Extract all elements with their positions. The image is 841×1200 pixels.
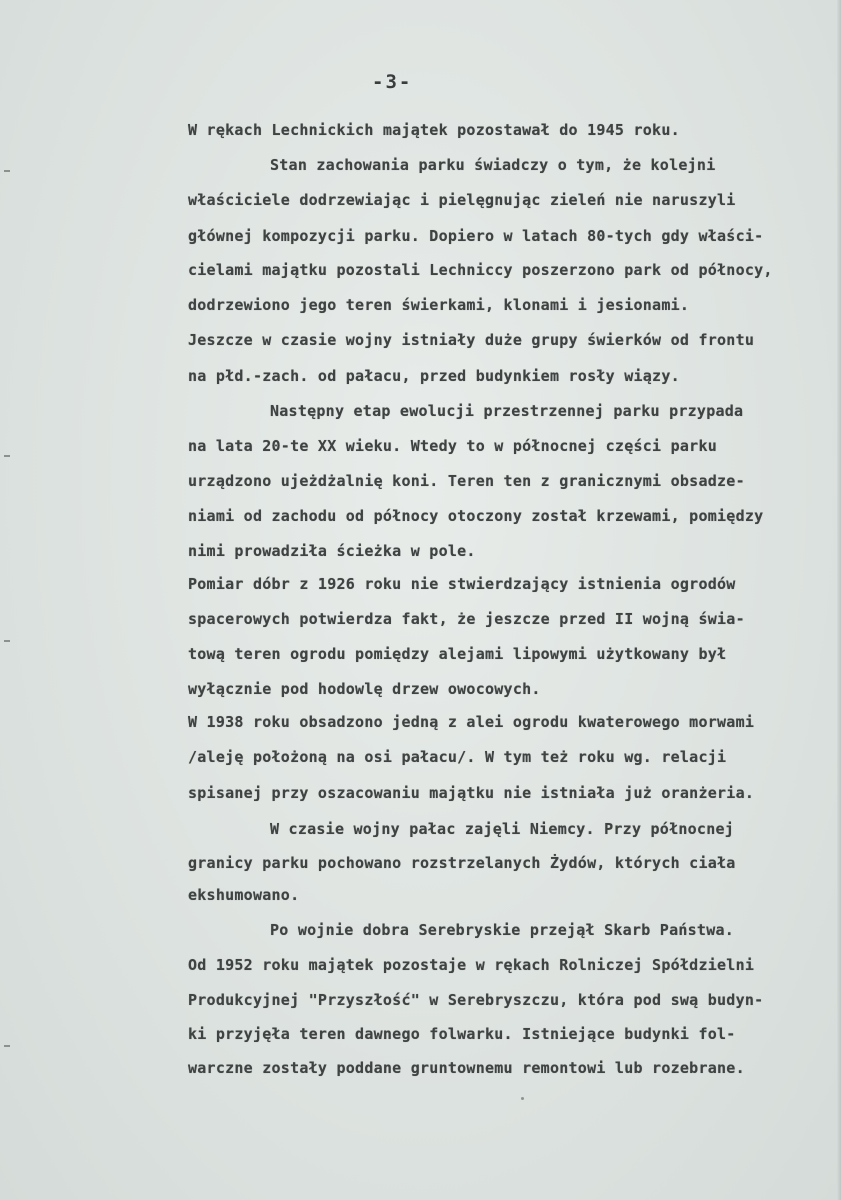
- text-line: granicy parku pochowano rozstrzelanych Żydów, których ciała: [188, 854, 736, 872]
- text-line: spisanej przy oszacowaniu majątku nie istniała już oranżeria.: [188, 784, 755, 802]
- text-line: W czasie wojny pałac zajęli Niemcy. Przy północnej: [270, 820, 735, 838]
- text-line: właściciele dodrzewiając i pielęgnując zieleń nie naruszyli: [188, 191, 736, 209]
- text-line: ekshumowano.: [188, 886, 300, 904]
- text-line: urządzono ujeżdżalnię koni. Teren ten z granicznymi obsadze-: [188, 472, 745, 490]
- text-line: W 1938 roku obsadzono jedną z alei ogrodu kwaterowego morwami: [188, 713, 755, 731]
- text-line: Pomiar dóbr z 1926 roku nie stwierdzający istnienia ogrodów: [188, 575, 736, 593]
- text-line: wyłącznie pod hodowlę drzew owocowych.: [188, 680, 541, 698]
- text-line: /aleję położoną na osi pałacu/. W tym też roku wg. relacji: [188, 748, 727, 766]
- text-line: dodrzewiono jego teren świerkami, klonami i jesionami.: [188, 296, 690, 314]
- text-line: W rękach Lechnickich majątek pozostawał do 1945 roku.: [188, 121, 680, 139]
- text-line: na lata 20-te XX wieku. Wtedy to w północnej części parku: [188, 437, 718, 455]
- text-line: Produkcyjnej "Przyszłość" w Serebryszczu, która pod swą budyn-: [188, 991, 764, 1009]
- text-line: spacerowych potwierdza fakt, że jeszcze przed II wojną świa-: [188, 610, 745, 628]
- text-line: cielami majątku pozostali Lechniccy poszerzono park od północy,: [188, 261, 773, 279]
- text-line: Po wojnie dobra Serebryskie przejął Skarb Państwa.: [270, 921, 735, 939]
- text-line: na płd.-zach. od pałacu, przed budynkiem rosły wiązy.: [188, 367, 680, 385]
- text-line: Od 1952 roku majątek pozostaje w rękach Rolniczej Spółdzielni: [188, 956, 755, 974]
- text-line: Stan zachowania parku świadczy o tym, że kolejni: [270, 156, 716, 174]
- text-line: tową teren ogrodu pomiędzy alejami lipowymi użytkowany był: [188, 645, 727, 663]
- paper-speck: [521, 1097, 524, 1100]
- text-line: nimi prowadziła ścieżka w pole.: [188, 542, 476, 560]
- text-line: ki przyjęła teren dawnego folwarku. Istniejące budynki fol-: [188, 1025, 736, 1043]
- page-number: -3-: [372, 71, 413, 93]
- margin-mark: [4, 640, 10, 642]
- text-line: warczne zostały poddane gruntownemu remontowi lub rozebrane.: [188, 1059, 745, 1077]
- margin-mark: [4, 170, 10, 172]
- margin-mark: [4, 455, 10, 457]
- margin-mark: [4, 1045, 10, 1047]
- text-line: głównej kompozycji parku. Dopiero w latach 80-tych gdy właści-: [188, 227, 764, 245]
- text-line: Jeszcze w czasie wojny istniały duże grupy świerków od frontu: [188, 331, 755, 349]
- text-line: niami od zachodu od północy otoczony został krzewami, pomiędzy: [188, 507, 764, 525]
- page-edge: [837, 0, 841, 1200]
- text-line: Następny etap ewolucji przestrzennej parku przypada: [270, 402, 744, 420]
